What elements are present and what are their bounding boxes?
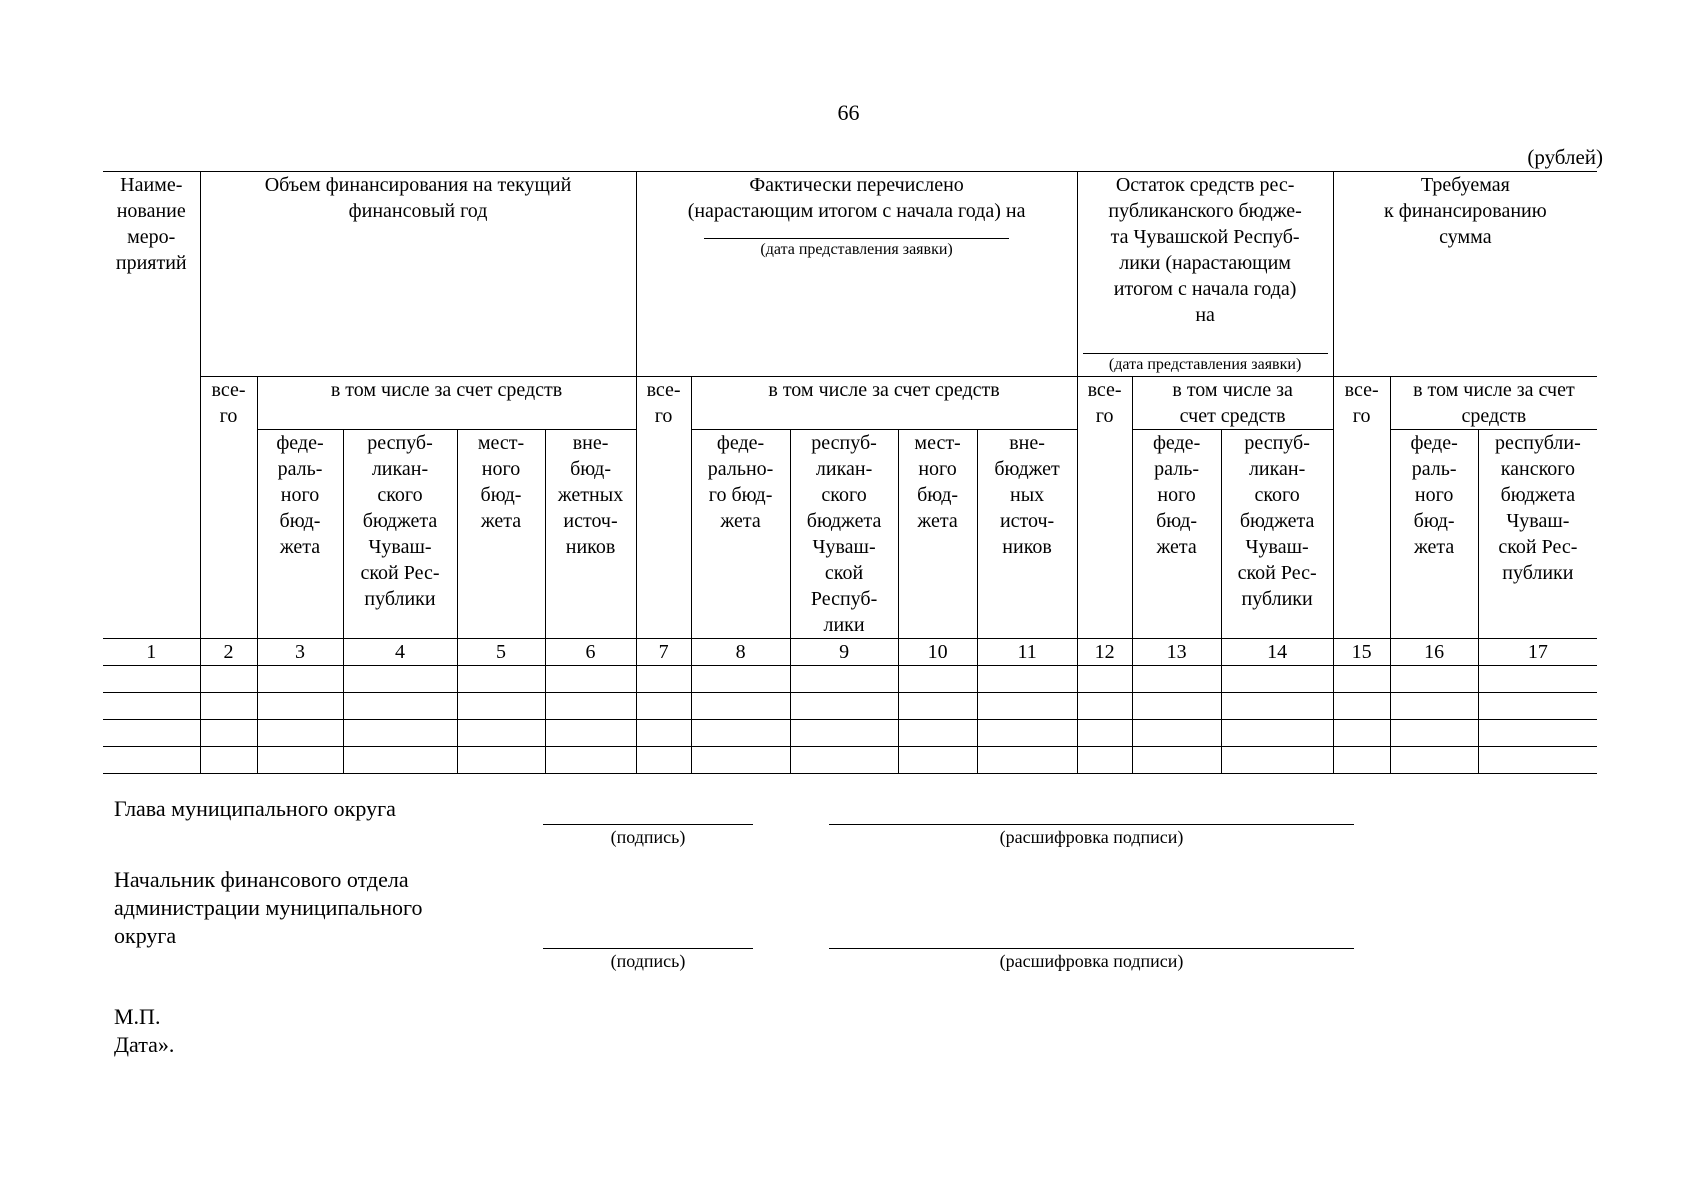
table-cell[interactable] xyxy=(977,666,1077,693)
column-number: 11 xyxy=(977,639,1077,666)
table-cell[interactable] xyxy=(1478,666,1597,693)
table-cell[interactable] xyxy=(898,747,977,774)
table-cell[interactable] xyxy=(1221,747,1333,774)
g1-local-header: мест- ного бюд- жета xyxy=(457,430,545,639)
column-number: 7 xyxy=(636,639,691,666)
g1-incl-header: в том числе за счет средств xyxy=(257,377,636,430)
head-signature-decode-field[interactable]: (расшифровка подписи) xyxy=(829,824,1354,849)
g3-total-header: все- го xyxy=(1077,377,1132,639)
g3-incl-header: в том числе за счет средств xyxy=(1132,377,1333,430)
column-number: 15 xyxy=(1333,639,1390,666)
column-number: 4 xyxy=(343,639,457,666)
g3-federal-header: феде- раль- ного бюд- жета xyxy=(1132,430,1221,639)
g2-local-header: мест- ного бюд- жета xyxy=(898,430,977,639)
financing-table xyxy=(103,171,1597,774)
stamp-label: М.П. xyxy=(114,1004,161,1029)
table-row xyxy=(103,720,1597,747)
table-cell[interactable] xyxy=(977,720,1077,747)
group4-header: Требуемая к финансированию сумма xyxy=(1333,172,1597,377)
col-name-header: Наиме- нование меро- приятий xyxy=(103,172,200,639)
table-cell[interactable] xyxy=(691,720,790,747)
table-cell[interactable] xyxy=(1478,747,1597,774)
table-cell[interactable] xyxy=(103,666,200,693)
table-cell[interactable] xyxy=(257,666,343,693)
column-number: 12 xyxy=(1077,639,1132,666)
page-number: 66 xyxy=(837,100,860,125)
g4-incl-header: в том числе за счет средств xyxy=(1390,377,1597,430)
g4-total-header: все- го xyxy=(1333,377,1390,639)
table-cell[interactable] xyxy=(1077,693,1132,720)
table-cell[interactable] xyxy=(343,666,457,693)
table-cell[interactable] xyxy=(200,693,257,720)
column-number: 5 xyxy=(457,639,545,666)
g2-total-header: все- го xyxy=(636,377,691,639)
table-cell[interactable] xyxy=(457,747,545,774)
group2-date-field: (дата представления заявки) xyxy=(704,238,1009,261)
group3-header: Остаток средств рес- публиканского бюдже- та Чувашской Респуб- лики (нарастающим итогом с начала года) на (дата представления заявки) xyxy=(1077,172,1333,377)
table-cell[interactable] xyxy=(1132,720,1221,747)
table-cell[interactable] xyxy=(898,720,977,747)
table-cell[interactable] xyxy=(1077,720,1132,747)
table-cell[interactable] xyxy=(200,666,257,693)
table-cell[interactable] xyxy=(691,747,790,774)
g2-offbudget-header: вне- бюджет ных источ- ников xyxy=(977,430,1077,639)
column-number: 10 xyxy=(898,639,977,666)
table-cell[interactable] xyxy=(790,720,898,747)
finance-head-title: Начальник финансового отдела администрации муниципального округа xyxy=(114,867,423,948)
table-cell[interactable] xyxy=(1132,693,1221,720)
column-number: 8 xyxy=(691,639,790,666)
table-cell[interactable] xyxy=(200,720,257,747)
table-cell[interactable] xyxy=(898,666,977,693)
table-cell[interactable] xyxy=(1221,693,1333,720)
finance-head-signature-decode-field[interactable]: (расшифровка подписи) xyxy=(829,948,1354,973)
unit-label: (рублей) xyxy=(1527,145,1603,169)
column-number: 9 xyxy=(790,639,898,666)
table-cell[interactable] xyxy=(343,693,457,720)
table-cell[interactable] xyxy=(103,747,200,774)
g3-republic-header: респуб- ликан- ского бюджета Чуваш- ской Рес- публики xyxy=(1221,430,1333,639)
table-cell[interactable] xyxy=(103,693,200,720)
table-cell[interactable] xyxy=(1390,693,1478,720)
table-cell[interactable] xyxy=(200,747,257,774)
table-row xyxy=(103,693,1597,720)
table-cell[interactable] xyxy=(1333,747,1390,774)
table-cell[interactable] xyxy=(977,693,1077,720)
column-number: 1 xyxy=(103,639,200,666)
head-signature-field[interactable]: (подпись) xyxy=(543,824,753,849)
g4-federal-header: феде- раль- ного бюд- жета xyxy=(1390,430,1478,639)
table-cell[interactable] xyxy=(343,747,457,774)
table-cell[interactable] xyxy=(1478,720,1597,747)
table-cell[interactable] xyxy=(343,720,457,747)
table-cell[interactable] xyxy=(1132,747,1221,774)
group2-header: Фактически перечислено (нарастающим итогом с начала года) на (дата представления заявки) xyxy=(636,172,1077,377)
head-title: Глава муниципального округа xyxy=(114,796,396,821)
column-number: 2 xyxy=(200,639,257,666)
table-cell[interactable] xyxy=(457,693,545,720)
table-row xyxy=(103,666,1597,693)
table-cell[interactable] xyxy=(1478,693,1597,720)
table-cell[interactable] xyxy=(691,693,790,720)
g1-total-header: все- го xyxy=(200,377,257,639)
table-cell[interactable] xyxy=(257,747,343,774)
table-cell[interactable] xyxy=(257,693,343,720)
column-number: 16 xyxy=(1390,639,1478,666)
table-row xyxy=(103,747,1597,774)
table-cell[interactable] xyxy=(691,666,790,693)
g1-republic-header: респуб- ликан- ского бюджета Чуваш- ской Рес- публики xyxy=(343,430,457,639)
finance-head-signature-field[interactable]: (подпись) xyxy=(543,948,753,973)
table-cell[interactable] xyxy=(103,720,200,747)
table-cell[interactable] xyxy=(457,720,545,747)
table-cell[interactable] xyxy=(636,720,691,747)
column-number: 17 xyxy=(1478,639,1597,666)
table-cell[interactable] xyxy=(1333,666,1390,693)
table-cell[interactable] xyxy=(636,693,691,720)
column-number: 14 xyxy=(1221,639,1333,666)
table-cell[interactable] xyxy=(545,720,636,747)
table-cell[interactable] xyxy=(977,747,1077,774)
table-cell[interactable] xyxy=(1077,747,1132,774)
table-cell[interactable] xyxy=(898,693,977,720)
table-cell[interactable] xyxy=(1132,666,1221,693)
g1-offbudget-header: вне- бюд- жетных источ- ников xyxy=(545,430,636,639)
g4-republic-header: республи- канского бюджета Чуваш- ской Рес- публики xyxy=(1478,430,1597,639)
table-cell[interactable] xyxy=(1221,666,1333,693)
column-numbers-row xyxy=(103,639,1597,666)
group3-date-field: (дата представления заявки) xyxy=(1083,353,1328,376)
table-cell[interactable] xyxy=(1390,666,1478,693)
table-cell[interactable] xyxy=(457,666,545,693)
group1-header: Объем финансирования на текущий финансовый год xyxy=(200,172,636,377)
g2-federal-header: феде- рально- го бюд- жета xyxy=(691,430,790,639)
column-number: 13 xyxy=(1132,639,1221,666)
table-cell[interactable] xyxy=(1333,720,1390,747)
date-label: Дата». xyxy=(114,1032,175,1057)
g2-incl-header: в том числе за счет средств xyxy=(691,377,1077,430)
table-cell[interactable] xyxy=(1390,720,1478,747)
table-cell[interactable] xyxy=(1077,666,1132,693)
table-cell[interactable] xyxy=(636,666,691,693)
column-number: 6 xyxy=(545,639,636,666)
g2-republic-header: респуб- ликан- ского бюджета Чуваш- ской Респуб- лики xyxy=(790,430,898,639)
table-cell[interactable] xyxy=(790,747,898,774)
table-cell[interactable] xyxy=(545,666,636,693)
table-cell[interactable] xyxy=(1390,747,1478,774)
table-cell[interactable] xyxy=(257,720,343,747)
column-number: 3 xyxy=(257,639,343,666)
table-cell[interactable] xyxy=(1333,693,1390,720)
table-cell[interactable] xyxy=(790,693,898,720)
table-cell[interactable] xyxy=(545,747,636,774)
table-cell[interactable] xyxy=(790,666,898,693)
g1-federal-header: феде- раль- ного бюд- жета xyxy=(257,430,343,639)
table-cell[interactable] xyxy=(636,747,691,774)
table-cell[interactable] xyxy=(1221,720,1333,747)
table-cell[interactable] xyxy=(545,693,636,720)
